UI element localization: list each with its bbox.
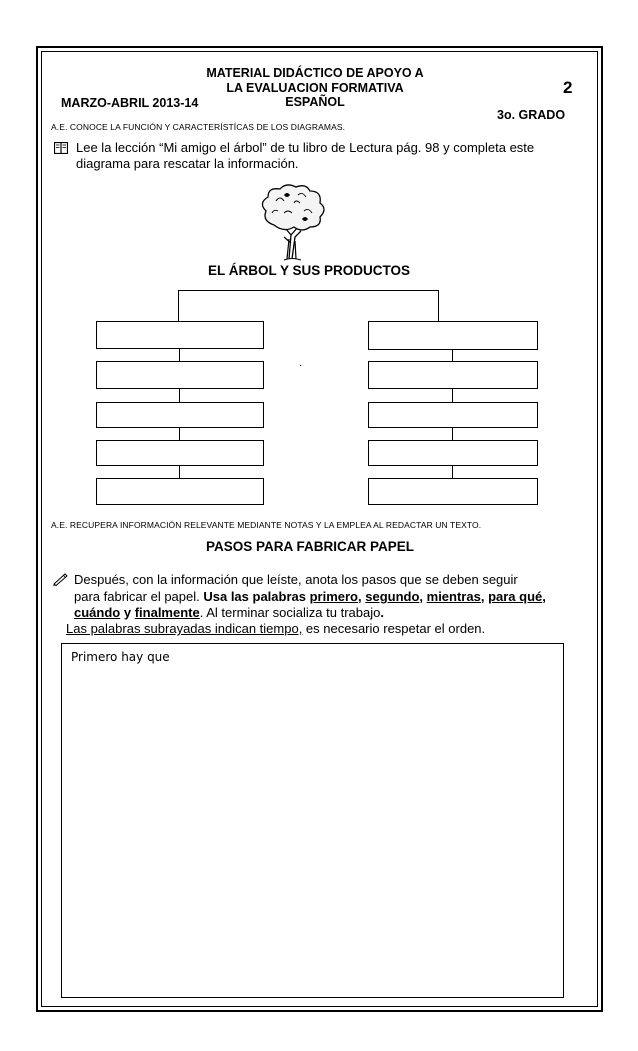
- diagram-box-left-4[interactable]: [96, 440, 264, 466]
- grade-label: 3o. GRADO: [497, 108, 566, 122]
- header-subject: ESPAÑOL: [285, 95, 345, 109]
- steps-title: PASOS PARA FABRICAR PAPEL: [206, 539, 415, 554]
- pencil-icon: [52, 572, 68, 586]
- steps-line4: Las palabras subrayadas indican tiempo, es necesario respetar el orden.: [66, 621, 486, 636]
- steps-line2: para fabricar el papel. Usa las palabras primero, segundo, mientras, para qué,: [74, 589, 546, 604]
- header-period: MARZO-ABRIL 2013-14: [61, 96, 199, 110]
- diagram-box-left-3[interactable]: [96, 402, 264, 428]
- tree-illustration: [254, 181, 332, 261]
- diagram-box-left-2[interactable]: [96, 361, 264, 389]
- diagram-box-left-1[interactable]: [96, 321, 264, 349]
- book-icon: [54, 141, 68, 153]
- page-number: 2: [563, 78, 573, 97]
- steps-line3: cuándo y finalmente. Al terminar socializa tu trabajo.: [74, 605, 384, 620]
- header-title-line2: LA EVALUACION FORMATIVA: [226, 81, 404, 95]
- answer-box[interactable]: [61, 643, 564, 998]
- diagram-box-right-3[interactable]: [368, 402, 538, 428]
- steps-line1: Después, con la información que leíste, anota los pasos que se deben seguir: [74, 572, 518, 587]
- diagram-box-right-5[interactable]: [368, 478, 538, 505]
- ae-note-notes: A.E. RECUPERA INFORMACIÓN RELEVANTE MEDIANTE NOTAS Y LA EMPLEA AL REDACTAR UN TEXTO.: [51, 520, 482, 530]
- instruction-line2: diagrama para rescatar la información.: [76, 156, 299, 171]
- instruction-line1: Lee la lección “Mi amigo el árbol” de tu libro de Lectura pág. 98 y completa este: [76, 140, 535, 155]
- diagram-box-right-1[interactable]: [368, 321, 538, 350]
- diagram-box-right-2[interactable]: [368, 361, 538, 389]
- diagram-box-left-5[interactable]: [96, 478, 264, 505]
- header-title-line1: MATERIAL DIDÁCTICO DE APOYO A: [206, 66, 424, 80]
- stray-dot: ·: [299, 360, 303, 371]
- ae-note-diagrams: A.E. CONOCE LA FUNCIÓN Y CARACTERÍSTÍCAS DE LOS DIAGRAMAS.: [51, 122, 346, 132]
- diagram-box-right-4[interactable]: [368, 440, 538, 466]
- diagram-title: EL ÁRBOL Y SUS PRODUCTOS: [208, 263, 411, 278]
- answer-start-text: Primero hay que: [71, 650, 170, 664]
